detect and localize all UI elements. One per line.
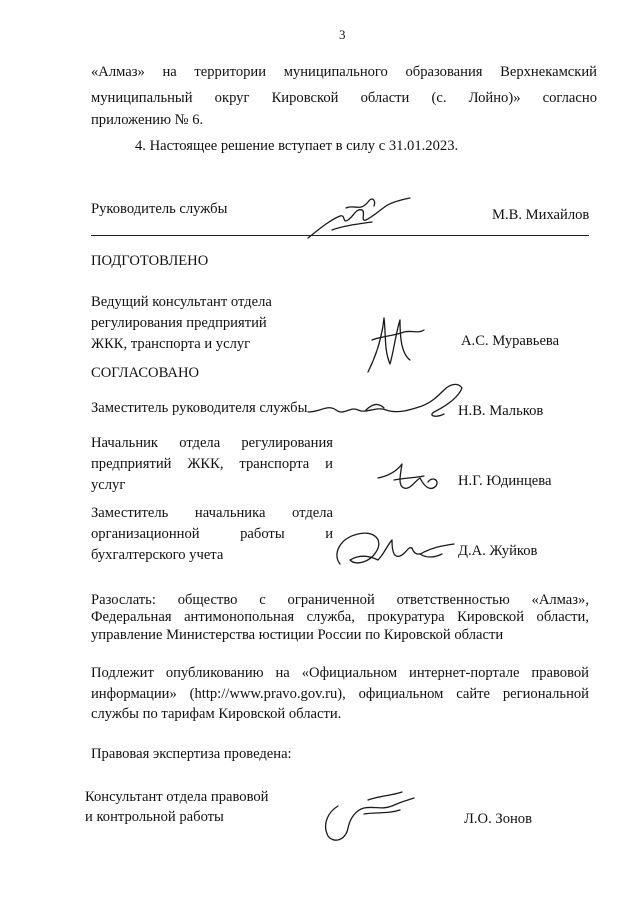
intro-line-1: «Алмаз» на территории муниципального образования Верхнекамский	[91, 64, 597, 80]
intro-line-3: приложению № 6.	[91, 112, 204, 128]
signature-divider	[91, 235, 589, 236]
agreed-entry-3-name: Д.А. Жуйков	[458, 543, 538, 559]
prepared-signature-image	[360, 310, 430, 376]
agreed-heading: СОГЛАСОВАНО	[91, 365, 200, 381]
point-4: 4. Настоящее решение вступает в силу с 31.01.2023.	[135, 138, 459, 154]
agreed-entry-3-position	[91, 503, 333, 566]
prepared-name: А.С. Муравьева	[461, 333, 560, 349]
prepared-heading: ПОДГОТОВЛЕНО	[91, 253, 209, 269]
prepared-position	[91, 292, 272, 355]
intro-line-2: муниципальный округ Кировской области (с. Лойно)» согласно	[91, 90, 597, 106]
agreed-entry-3-position-line-3: бухгалтерского учета	[91, 547, 224, 563]
agreed-entry-3-position-line-2: организационной работы и	[91, 526, 333, 542]
agreed-entry-2-position	[91, 433, 333, 496]
agreed-entry-2-signature-image	[374, 456, 444, 496]
publication-line-1: Подлежит опубликованию на «Официальном интернет-портале правовой	[91, 665, 589, 681]
head-signature-image	[302, 190, 422, 246]
distribution-line-2: Федеральная антимонопольная служба, прокуратура Кировской области,	[91, 609, 589, 625]
prepared-position-line-3: ЖКК, транспорта и услуг	[91, 336, 251, 352]
distribution-line-1: Разослать: общество с ограниченной ответственностью «Алмаз»,	[91, 592, 589, 608]
agreed-entry-2-position-line-1: Начальник отдела регулирования	[91, 435, 333, 451]
agreed-entry-3-position-line-1: Заместитель начальника отдела	[91, 505, 333, 521]
agreed-entry-1-position: Заместитель руководителя службы	[91, 400, 308, 416]
legal-review-position	[85, 787, 268, 827]
page-number: 3	[339, 27, 346, 42]
legal-review-text: Правовая экспертиза проведена:	[91, 746, 292, 762]
agreed-entry-2-position-line-3: услуг	[91, 477, 126, 493]
publication-line-2: информации» (http://www.pravo.gov.ru), официальном сайте региональной	[91, 686, 589, 702]
agreed-entry-3-signature-image	[330, 524, 460, 574]
agreed-entry-1-name: Н.В. Мальков	[458, 403, 544, 419]
agreed-entry-1-signature-image	[306, 376, 466, 424]
head-name: М.В. Михайлов	[492, 207, 590, 223]
publication-line-3: службы по тарифам Кировской области.	[91, 706, 342, 722]
legal-review-name: Л.О. Зонов	[464, 811, 532, 827]
legal-review-position-line-2: и контрольной работы	[85, 809, 224, 825]
prepared-position-line-2: регулирования предприятий	[91, 315, 267, 331]
distribution-line-3: управление Министерства юстиции России по Кировской области	[91, 627, 504, 643]
legal-review-signature-image	[318, 784, 418, 846]
prepared-position-line-1: Ведущий консультант отдела	[91, 294, 272, 310]
agreed-entry-2-position-line-2: предприятий ЖКК, транспорта и	[91, 456, 333, 472]
head-title: Руководитель службы	[91, 201, 228, 217]
agreed-entry-2-name: Н.Г. Юдинцева	[458, 473, 552, 489]
legal-review-position-line-1: Консультант отдела правовой	[85, 789, 269, 805]
